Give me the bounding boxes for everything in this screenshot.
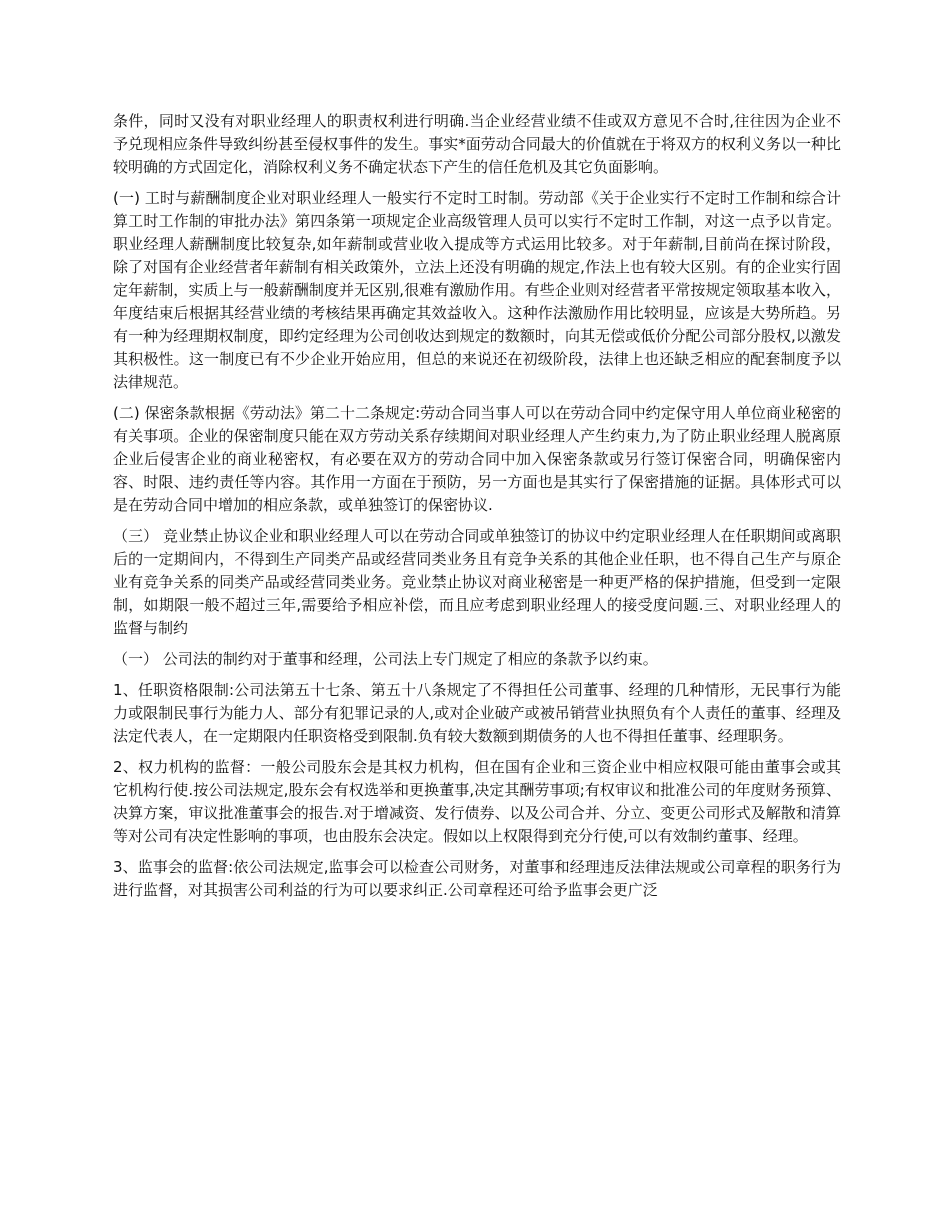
paragraph-supervisory-board: 3、监事会的监督:依公司法规定,监事会可以检查公司财务，对董事和经理违反法律法规或公司章程的职务行为进行监督，对其损害公司利益的行为可以要求纠正.公司章程还可给予监事会更广泛	[113, 858, 841, 899]
paragraph-intro-continuation: 条件，同时又没有对职业经理人的职责权利进行明确.当企业经营业绩不佳或双方意见不合时,往往因为企业不予兑现相应条件导致纠纷甚至侵权事件的发生。事实*面劳动合同最大的价值就在于将双方的权利义务以一种比较明确的方式固定化，消除权利义务不确定状态下产生的信任危机及其它负面影响。	[113, 112, 841, 176]
paragraph-authority-supervision: 2、权力机构的监督：一般公司股东会是其权力机构，但在国有企业和三资企业中相应权限可能由董事会或其它机构行使.按公司法规定,股东会有权选举和更换董事,决定其酬劳事项;有权审议和批准公司的年度财务预算、决算方案，审议批准董事会的报告.对于增减资、发行债券、以及公司合并、分立、变更公司形式及解散和清算等对公司有决定性影响的事项，也由股东会决定。假如以上权限得到充分行使,可以有效制约董事、经理。	[113, 758, 841, 845]
paragraph-working-hours-salary: (一) 工时与薪酬制度企业对职业经理人一般实行不定时工时制。劳动部《关于企业实行不定时工作制和综合计算工时工作制的审批办法》第四条第一项规定企业高级管理人员可以实行不定时工作制，对这一点予以肯定。职业经理人薪酬制度比较复杂,如年薪制或营业收入提成等方式运用比较多。对于年薪制,目前尚在探讨阶段，除了对国有企业经营者年薪制有相关政策外，立法上还没有明确的规定,作法上也有较大区别。有的企业实行固定年薪制，实质上与一般薪酬制度并无区别,很难有激励作用。有些企业则对经营者平常按规定领取基本收入，年度结束后根据其经营业绩的考核结果再确定其效益收入。这种作法激励作用比较明显，应该是大势所趋。另有一种为经理期权制度，即约定经理为公司创收达到规定的数额时，向其无偿或低价分配公司部分股权,以激发其积极性。这一制度已有不少企业开始应用，但总的来说还在初级阶段，法律上也还缺乏相应的配套制度予以法律规范。	[113, 189, 841, 391]
paragraph-non-compete-agreement: （三） 竞业禁止协议企业和职业经理人可以在劳动合同或单独签订的协议中约定职业经理人在任职期间或离职后的一定期间内，不得到生产同类产品或经营同类业务且有竞争关系的其他企业任职，也不得自己生产与原企业有竞争关系的同类产品或经营同类业务。竞业禁止协议对商业秘密是一种更严格的保护措施，但受到一定限制，如期限一般不超过三年,需要给予相应补偿，而且应考虑到职业经理人的接受度问题.三、对职业经理人的监督与制约	[113, 527, 841, 637]
paragraph-confidentiality-clause: (二) 保密条款根据《劳动法》第二十二条规定:劳动合同当事人可以在劳动合同中约定保守用人单位商业秘密的有关事项。企业的保密制度只能在双方劳动关系存续期间对职业经理人产生约束力,为了防止职业经理人脱离原企业后侵害企业的商业秘密权，有必要在双方的劳动合同中加入保密条款或另行签订保密合同，明确保密内容、时限、违约责任等内容。其作用一方面在于预防，另一方面也是其实行了保密措施的证据。具体形式可以是在劳动合同中增加的相应条款，或单独签订的保密协议.	[113, 404, 841, 514]
paragraph-qualification-limits: 1、任职资格限制:公司法第五十七条、第五十八条规定了不得担任公司董事、经理的几种情形，无民事行为能力或限制民事行为能力人、部分有犯罪记录的人,或对企业破产或被吊销营业执照负有个人责任的董事、经理及法定代表人，在一定期限内任职资格受到限制.负有较大数额到期债务的人也不得担任董事、经理职务。	[113, 681, 841, 745]
document-page	[113, 110, 841, 910]
paragraph-company-law-constraints: （一） 公司法的制约对于董事和经理，公司法上专门规定了相应的条款予以约束。	[113, 650, 658, 668]
